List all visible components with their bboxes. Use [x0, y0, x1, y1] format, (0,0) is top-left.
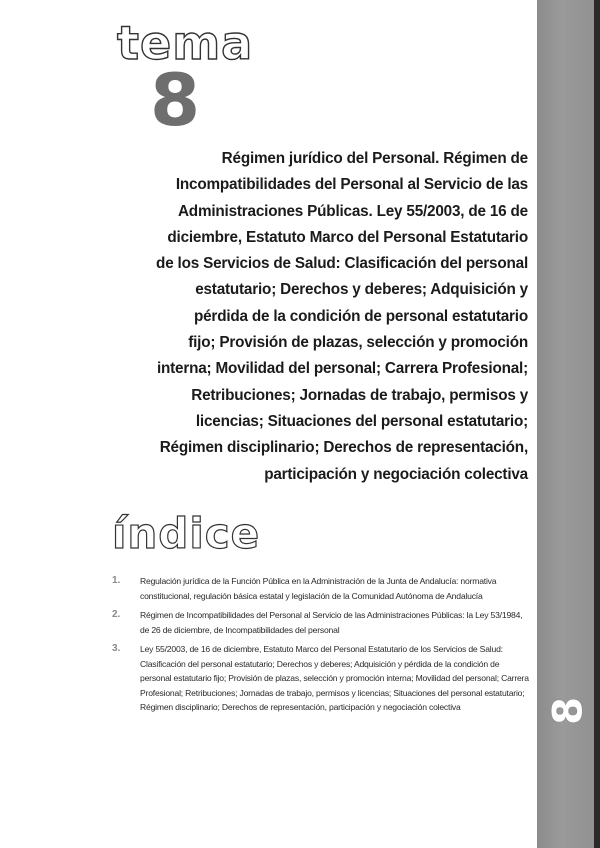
chapter-title — [120, 146, 528, 488]
index-item-number: 1. — [112, 575, 121, 586]
chapter-side-tab — [537, 0, 600, 848]
index-item-text: Regulación jurídica de la Función Pública en la Administración de la Junta de Andalucía: normativa constitucional, regulación básica estatal y legislación de la Comunidad Autónoma de Andalucía — [140, 576, 497, 601]
title-line: de los Servicios de Salud: Clasificación del personal — [156, 255, 528, 273]
title-line: pérdida de la condición de personal estatutario — [193, 307, 528, 325]
tema-label: tema — [117, 16, 254, 70]
page-edge-shadow — [594, 0, 600, 848]
title-line: interna; Movilidad del personal; Carrera Profesional; — [156, 360, 528, 378]
title-line: licencias; Situaciones del personal estatutario; — [195, 412, 528, 430]
title-line: participación y negociación colectiva — [264, 465, 528, 483]
title-line: Régimen jurídico del Personal. Régimen de — [221, 150, 528, 167]
title-line: fijo; Provisión de plazas, selección y promoción — [188, 334, 528, 352]
index-item-number: 3. — [112, 643, 121, 654]
index-item-number: 2. — [112, 609, 121, 620]
index-heading: índice — [112, 509, 261, 558]
title-line: Administraciones Públicas. Ley 55/2003, de 16 de — [177, 202, 528, 220]
title-line: estatutario; Derechos y deberes; Adquisición y — [195, 281, 528, 299]
index-item-text: Ley 55/2003, de 16 de diciembre, Estatuto Marco del Personal Estatutario de los Servicios de Salud: Clasificación del personal estatutario; Derechos y deberes; Adquisición y pérdida de la condición de personal estatutario fijo; Provisión de plazas, selección y promoción interna; Movilidad del personal; Carrera Profesional; Retribuciones; Jornadas de trabajo, permisos y licencias; Situaciones del personal estatutario; Régimen disciplinario; Derechos de representación, participación y negociación colectiva — [140, 644, 529, 712]
index-list — [112, 574, 532, 720]
title-line: Incompatibilidades del Personal al Servicio de las — [175, 176, 528, 194]
title-line: Régimen disciplinario; Derechos de representación, — [159, 439, 528, 457]
index-item — [112, 574, 532, 603]
index-item-text: Régimen de Incompatibilidades del Personal al Servicio de las Administraciones Públicas: la Ley 53/1984, de 26 de diciembre, de Incompatibilidades del personal — [140, 610, 523, 635]
index-item — [112, 642, 532, 715]
index-item — [112, 608, 532, 637]
title-line: diciembre, Estatuto Marco del Personal Estatutario — [167, 228, 528, 246]
title-line: Retribuciones; Jornadas de trabajo, permisos y — [191, 386, 528, 404]
side-tab-number: 8 — [545, 697, 592, 725]
tema-number: 8 — [150, 58, 201, 142]
